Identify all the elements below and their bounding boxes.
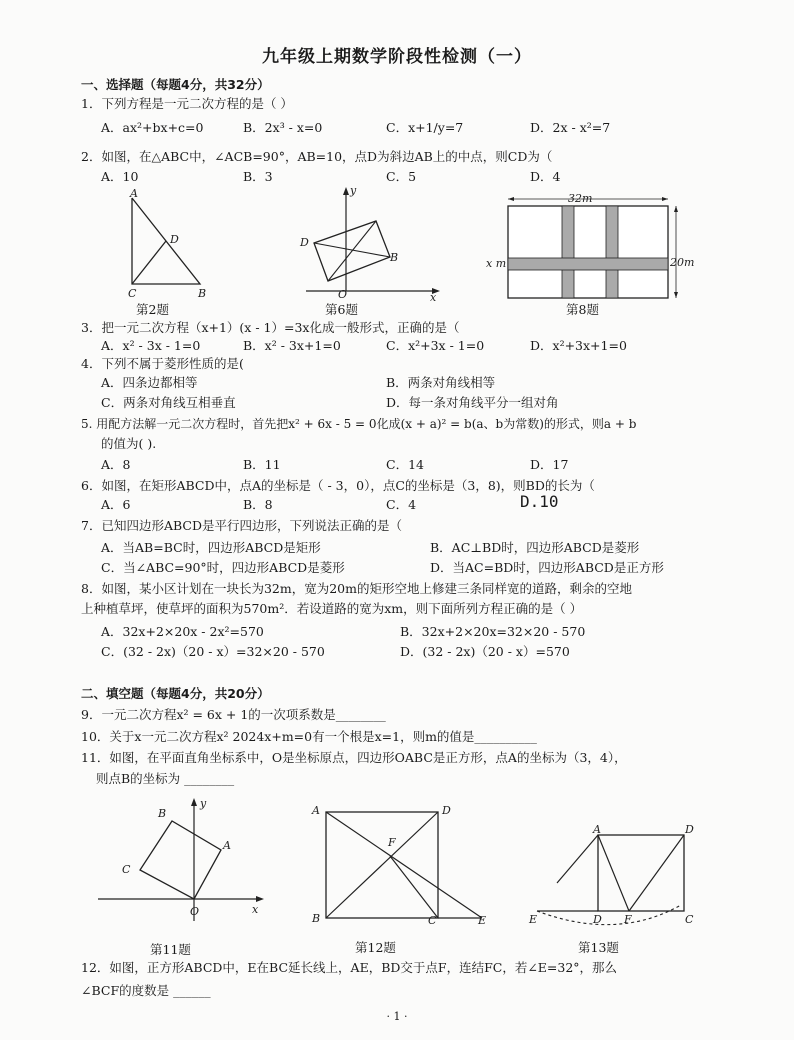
svg-text:E: E: [478, 914, 487, 927]
q8-option-b: B．32x+2×20x=32×20 - 570: [400, 624, 586, 639]
figure-q12-caption: 第12题: [355, 940, 396, 955]
q5-option-d: D．17: [530, 457, 569, 472]
exam-title: 九年级上期数学阶段性检测（一）: [262, 47, 532, 67]
svg-text:C: C: [428, 914, 437, 927]
figure-q8-roads: [484, 190, 694, 302]
q8-option-c: C．(32 - 2x)（20 - x）=32×20 - 570: [101, 644, 325, 659]
figure-q11-caption: 第11题: [150, 942, 191, 957]
svg-text:y: y: [350, 184, 357, 197]
figure-q11-square: [94, 793, 269, 928]
svg-text:D: D: [442, 804, 451, 817]
q6-option-b: B．8: [243, 497, 273, 512]
svg-text:C: C: [122, 863, 131, 876]
svg-text:D: D: [685, 823, 694, 836]
q3-option-c: C．x²+3x - 1=0: [386, 338, 485, 353]
q5-option-b: B．11: [243, 457, 281, 472]
q3-option-b: B．x² - 3x+1=0: [243, 338, 341, 353]
svg-text:A: A: [312, 804, 320, 817]
svg-text:F: F: [388, 836, 396, 849]
figure-q2-caption: 第2题: [136, 302, 169, 317]
figure-q2-triangle: [122, 188, 212, 300]
svg-text:B: B: [158, 807, 167, 820]
q5-stem: 5. 用配方法解一元二次方程时，首先把x² + 6x - 5 = 0化成(x + a)² = b(a、b为常数)的形式，则a + b: [81, 417, 637, 431]
q3-stem: 3．把一元二次方程（x+1）(x - 1）=3x化成一般形式，正确的是（: [81, 320, 460, 335]
q8-stem-continued: 上种植草坪，使草坪的面积为570m²．若设道路的宽为xm，则下面所列方程正确的是（ ）: [81, 601, 583, 616]
svg-text:C: C: [685, 913, 694, 926]
q7-stem: 7．已知四边形ABCD是平行四边形，下列说法正确的是（: [81, 518, 402, 533]
svg-text:A: A: [130, 188, 138, 200]
q5-stem-continued: 的值为( ).: [101, 436, 157, 451]
q8-option-a: A．32x+2×20x - 2x²=570: [101, 624, 264, 639]
figure-q13-figure: [527, 823, 707, 928]
page-number: · 1 ·: [386, 1010, 408, 1023]
q1-option-a: A．ax²+bx+c=0: [101, 120, 204, 135]
svg-text:32m: 32m: [568, 192, 593, 205]
figure-q6-rectangle: [296, 183, 446, 301]
q7-option-b: B．AC⊥BD时，四边形ABCD是菱形: [430, 540, 640, 555]
q3-option-a: A．x² - 3x - 1=0: [101, 338, 201, 353]
q7-option-a: A．当AB=BC时，四边形ABCD是矩形: [101, 540, 321, 555]
q11-stem-continued: 则点B的坐标为 ________: [96, 771, 235, 786]
q6-option-a: A．6: [101, 497, 131, 512]
q4-option-a: A．四条边都相等: [101, 375, 198, 390]
q6-option-d: D.10: [520, 492, 559, 511]
svg-text:O: O: [338, 288, 348, 301]
svg-text:x: x: [430, 291, 437, 301]
q7-option-c: C．当∠ABC=90°时，四边形ABCD是菱形: [101, 560, 345, 575]
svg-text:20m: 20m: [670, 256, 694, 269]
svg-text:x: x: [252, 903, 259, 916]
q4-option-c: C．两条对角线互相垂直: [101, 395, 236, 410]
section-2-heading: 二、填空题（每题4分，共20分）: [81, 686, 270, 701]
q2-option-d: D．4: [530, 169, 561, 184]
svg-text:B: B: [390, 251, 399, 264]
q11-stem: 11．如图，在平面直角坐标系中，O是坐标原点，四边形OABC是正方形，点A的坐标为（3，4），: [81, 750, 627, 765]
q4-option-b: B．两条对角线相等: [386, 375, 496, 390]
q2-option-b: B．3: [243, 169, 273, 184]
q6-option-c: C．4: [386, 497, 417, 512]
q1-option-c: C．x+1/y=7: [386, 120, 464, 135]
q10-stem: 10．关于x一元二次方程x² 2024x+m=0有一个根是x=1，则m的值是__________: [81, 729, 537, 744]
svg-text:O: O: [190, 905, 200, 918]
svg-text:F: F: [624, 913, 632, 926]
figure-q8-caption: 第8题: [566, 302, 599, 317]
figure-q12-square: [306, 800, 496, 928]
q4-stem: 4．下列不属于菱形性质的是(: [81, 356, 244, 371]
q7-option-d: D．当AC=BD时，四边形ABCD是正方形: [430, 560, 664, 575]
q1-option-b: B．2x³ - x=0: [243, 120, 323, 135]
q5-option-a: A．8: [101, 457, 131, 472]
q8-option-d: D．(32 - 2x)（20 - x）=570: [400, 644, 570, 659]
svg-text:B: B: [198, 287, 207, 300]
section-1-heading: 一、选择题（每题4分，共32分）: [81, 77, 270, 92]
q8-stem: 8．如图，某小区计划在一块长为32m，宽为20m的矩形空地上修建三条同样宽的道路，剩余的空地: [81, 581, 632, 596]
svg-text:A: A: [223, 839, 231, 852]
q3-option-d: D．x²+3x+1=0: [530, 338, 627, 353]
svg-text:C: C: [128, 287, 137, 300]
svg-text:D: D: [593, 913, 602, 926]
figure-q6-caption: 第6题: [325, 302, 358, 317]
q4-option-d: D．每一条对角线平分一组对角: [386, 395, 559, 410]
q5-option-c: C．14: [386, 457, 424, 472]
q9-stem: 9．一元二次方程x² = 6x + 1的一次项系数是________: [81, 707, 386, 722]
q12-stem-continued: ∠BCF的度数是 ______: [81, 983, 211, 998]
svg-text:D: D: [300, 236, 309, 249]
q1-option-d: D．2x - x²=7: [530, 120, 611, 135]
q2-stem: 2．如图，在△ABC中，∠ACB=90°，AB=10，点D为斜边AB上的中点，则CD为（: [81, 149, 553, 164]
q6-stem: 6．如图，在矩形ABCD中，点A的坐标是（ - 3，0），点C的坐标是（3，8)，则BD的长为（: [81, 478, 595, 493]
figure-q13-caption: 第13题: [578, 940, 619, 955]
q12-stem: 12．如图，正方形ABCD中，E在BC延长线上，AE，BD交于点F，连结FC，若∠E=32°，那么: [81, 960, 618, 975]
svg-text:x m: x m: [486, 257, 507, 270]
q2-option-c: C．5: [386, 169, 417, 184]
svg-text:D: D: [170, 233, 179, 246]
svg-text:y: y: [200, 797, 207, 810]
q1-stem: 1．下列方程是一元二次方程的是（ ）: [81, 96, 293, 111]
svg-text:B: B: [312, 912, 321, 925]
q2-option-a: A．10: [101, 169, 139, 184]
svg-text:E: E: [529, 913, 538, 926]
svg-text:A: A: [593, 823, 601, 836]
